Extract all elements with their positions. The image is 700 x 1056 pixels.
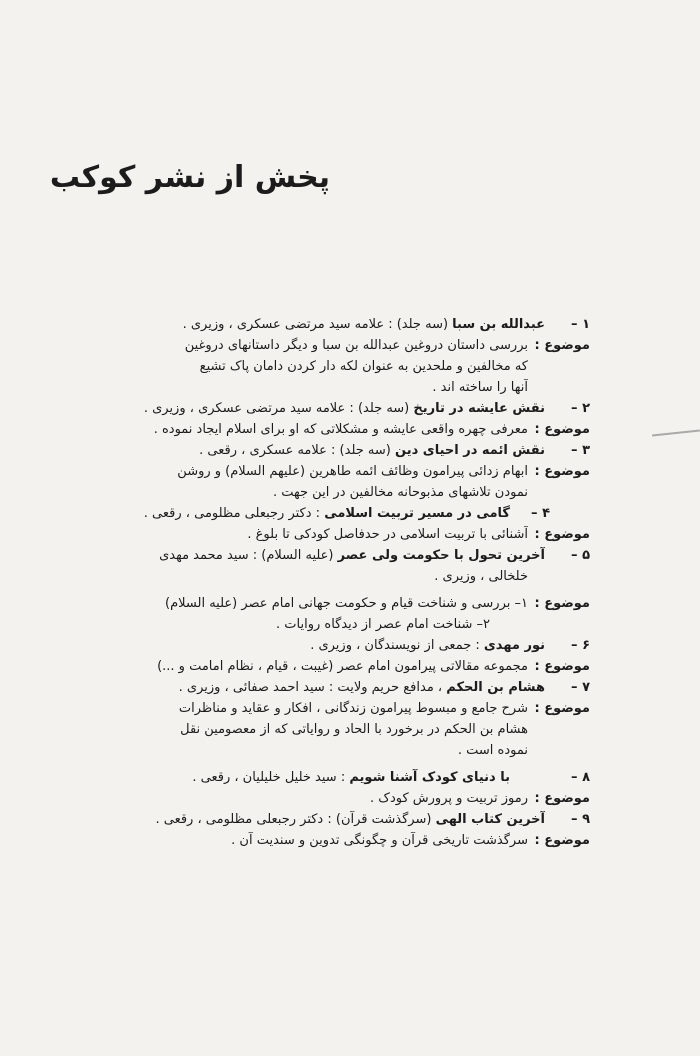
subject-text: بررسی داستان دروغین عبدالله بن سبا و دیگر داستانهای دروغین [184, 338, 528, 353]
subject-text: آنها را ساخته اند . [432, 380, 528, 395]
book-title: با دنیای کودک آشنا شویم [349, 770, 510, 785]
book-detail: : جمعی از نویسندگان ، وزیری . [310, 638, 484, 653]
subject-label: موضوع : [534, 464, 590, 479]
book-title: نور مهدی [483, 638, 545, 653]
subject-text: نمودن تلاشهای مذبوحانه مخالفین در این جهت . [272, 485, 528, 500]
subject-text: رموز تربیت و پرورش کودک . [370, 791, 528, 806]
subject-label: موضوع : [534, 791, 590, 806]
subject-text: مجموعه مقالاتی پیرامون امام عصر (غیبت ، قیام ، نظام امامت و ...) [157, 659, 528, 674]
book-detail: (سه جلد) : علامه عسکری ، رقعی . [199, 443, 395, 458]
subject-text: نموده است . [457, 743, 528, 758]
item-number: ۵ – [571, 548, 590, 563]
list-item [110, 316, 590, 400]
subject-text: ۲– شناخت امام عصر از دیدگاه روایات . [276, 617, 490, 632]
book-title: آخرین کتاب الهی [435, 812, 545, 827]
item-number: ۲ – [571, 401, 590, 416]
item-number: ۱ – [571, 317, 590, 332]
subject-label: موضوع : [534, 833, 590, 848]
subject-label: موضوع : [534, 422, 590, 437]
subject-label: موضوع : [534, 701, 590, 716]
item-number: ۹ – [571, 812, 590, 827]
list-item [110, 547, 590, 637]
list-item [110, 811, 590, 853]
book-title: عبدالله بن سبا [452, 317, 545, 332]
subject-text: که مخالفین و ملحدین به عنوان لکه دار کردن دامان پاک تشیع [199, 359, 528, 374]
page-heading: پخش از نشر کوکب [49, 160, 330, 195]
list-item [110, 679, 590, 763]
book-detail-continued: خلخالی ، وزیری . [434, 569, 528, 584]
book-title: هشام بن الحکم [446, 680, 545, 695]
list-item [110, 400, 590, 442]
subject-text: معرفی چهره واقعی عایشه و مشکلاتی که او برای اسلام ایجاد نموده . [153, 422, 528, 437]
subject-label: موضوع : [534, 527, 590, 542]
list-item [110, 442, 590, 505]
item-number: ۸ – [571, 770, 590, 785]
book-title: گامی در مسیر تربیت اسلامی [324, 506, 510, 521]
item-number: ۶ – [571, 638, 590, 653]
book-title: نقش ائمه در احیای دین [395, 443, 545, 458]
subject-label: موضوع : [534, 596, 590, 611]
book-detail: : سید خلیل خلیلیان ، رقعی . [192, 770, 350, 785]
book-detail: (سرگذشت قرآن) : دکتر رجبعلی مظلومی ، رقعی . [155, 812, 436, 827]
subject-label: موضوع : [534, 338, 590, 353]
list-item [110, 637, 590, 679]
item-number: ۴ – [531, 506, 550, 521]
subject-text: سرگذشت تاریخی قرآن و چگونگی تدوین و سندیت آن . [231, 833, 528, 848]
list-item [110, 505, 590, 547]
book-detail: (علیه السلام) : سید محمد مهدی [159, 548, 338, 563]
subject-text: ابهام زدائی پیرامون وظائف ائمه طاهرین (علیهم السلام) و روشن [177, 464, 528, 479]
book-detail: (سه جلد) : علامه سید مرتضی عسکری ، وزیری . [182, 317, 453, 332]
subject-text: آشنائی با تربیت اسلامی در حدفاصل کودکی تا بلوغ . [247, 527, 528, 542]
subject-text: هشام بن الحکم در برخورد با الحاد و روایاتی که از معصومین نقل [180, 722, 528, 737]
list-item [110, 769, 590, 811]
item-number: ۳ – [571, 443, 590, 458]
subject-text: ۱– بررسی و شناخت قیام و حکومت جهانی امام عصر (علیه السلام) [165, 596, 528, 611]
book-list [110, 316, 590, 853]
book-title: نقش عایشه در تاریخ [413, 401, 545, 416]
book-detail: : دکتر رجبعلی مظلومی ، رقعی . [143, 506, 325, 521]
item-number: ۷ – [571, 680, 590, 695]
book-title: آخرین تحول با حکومت ولی عصر [337, 548, 545, 563]
subject-text: شرح جامع و مبسوط پیرامون زندگانی ، افکار و عقاید و مناظرات [178, 701, 528, 716]
book-detail: ، مدافع حریم ولایت : سید احمد صفائی ، وزیری . [178, 680, 447, 695]
subject-label: موضوع : [534, 659, 590, 674]
book-detail: (سه جلد) : علامه سید مرتضی عسکری ، وزیری . [143, 401, 414, 416]
scan-artifact-line [652, 429, 700, 436]
